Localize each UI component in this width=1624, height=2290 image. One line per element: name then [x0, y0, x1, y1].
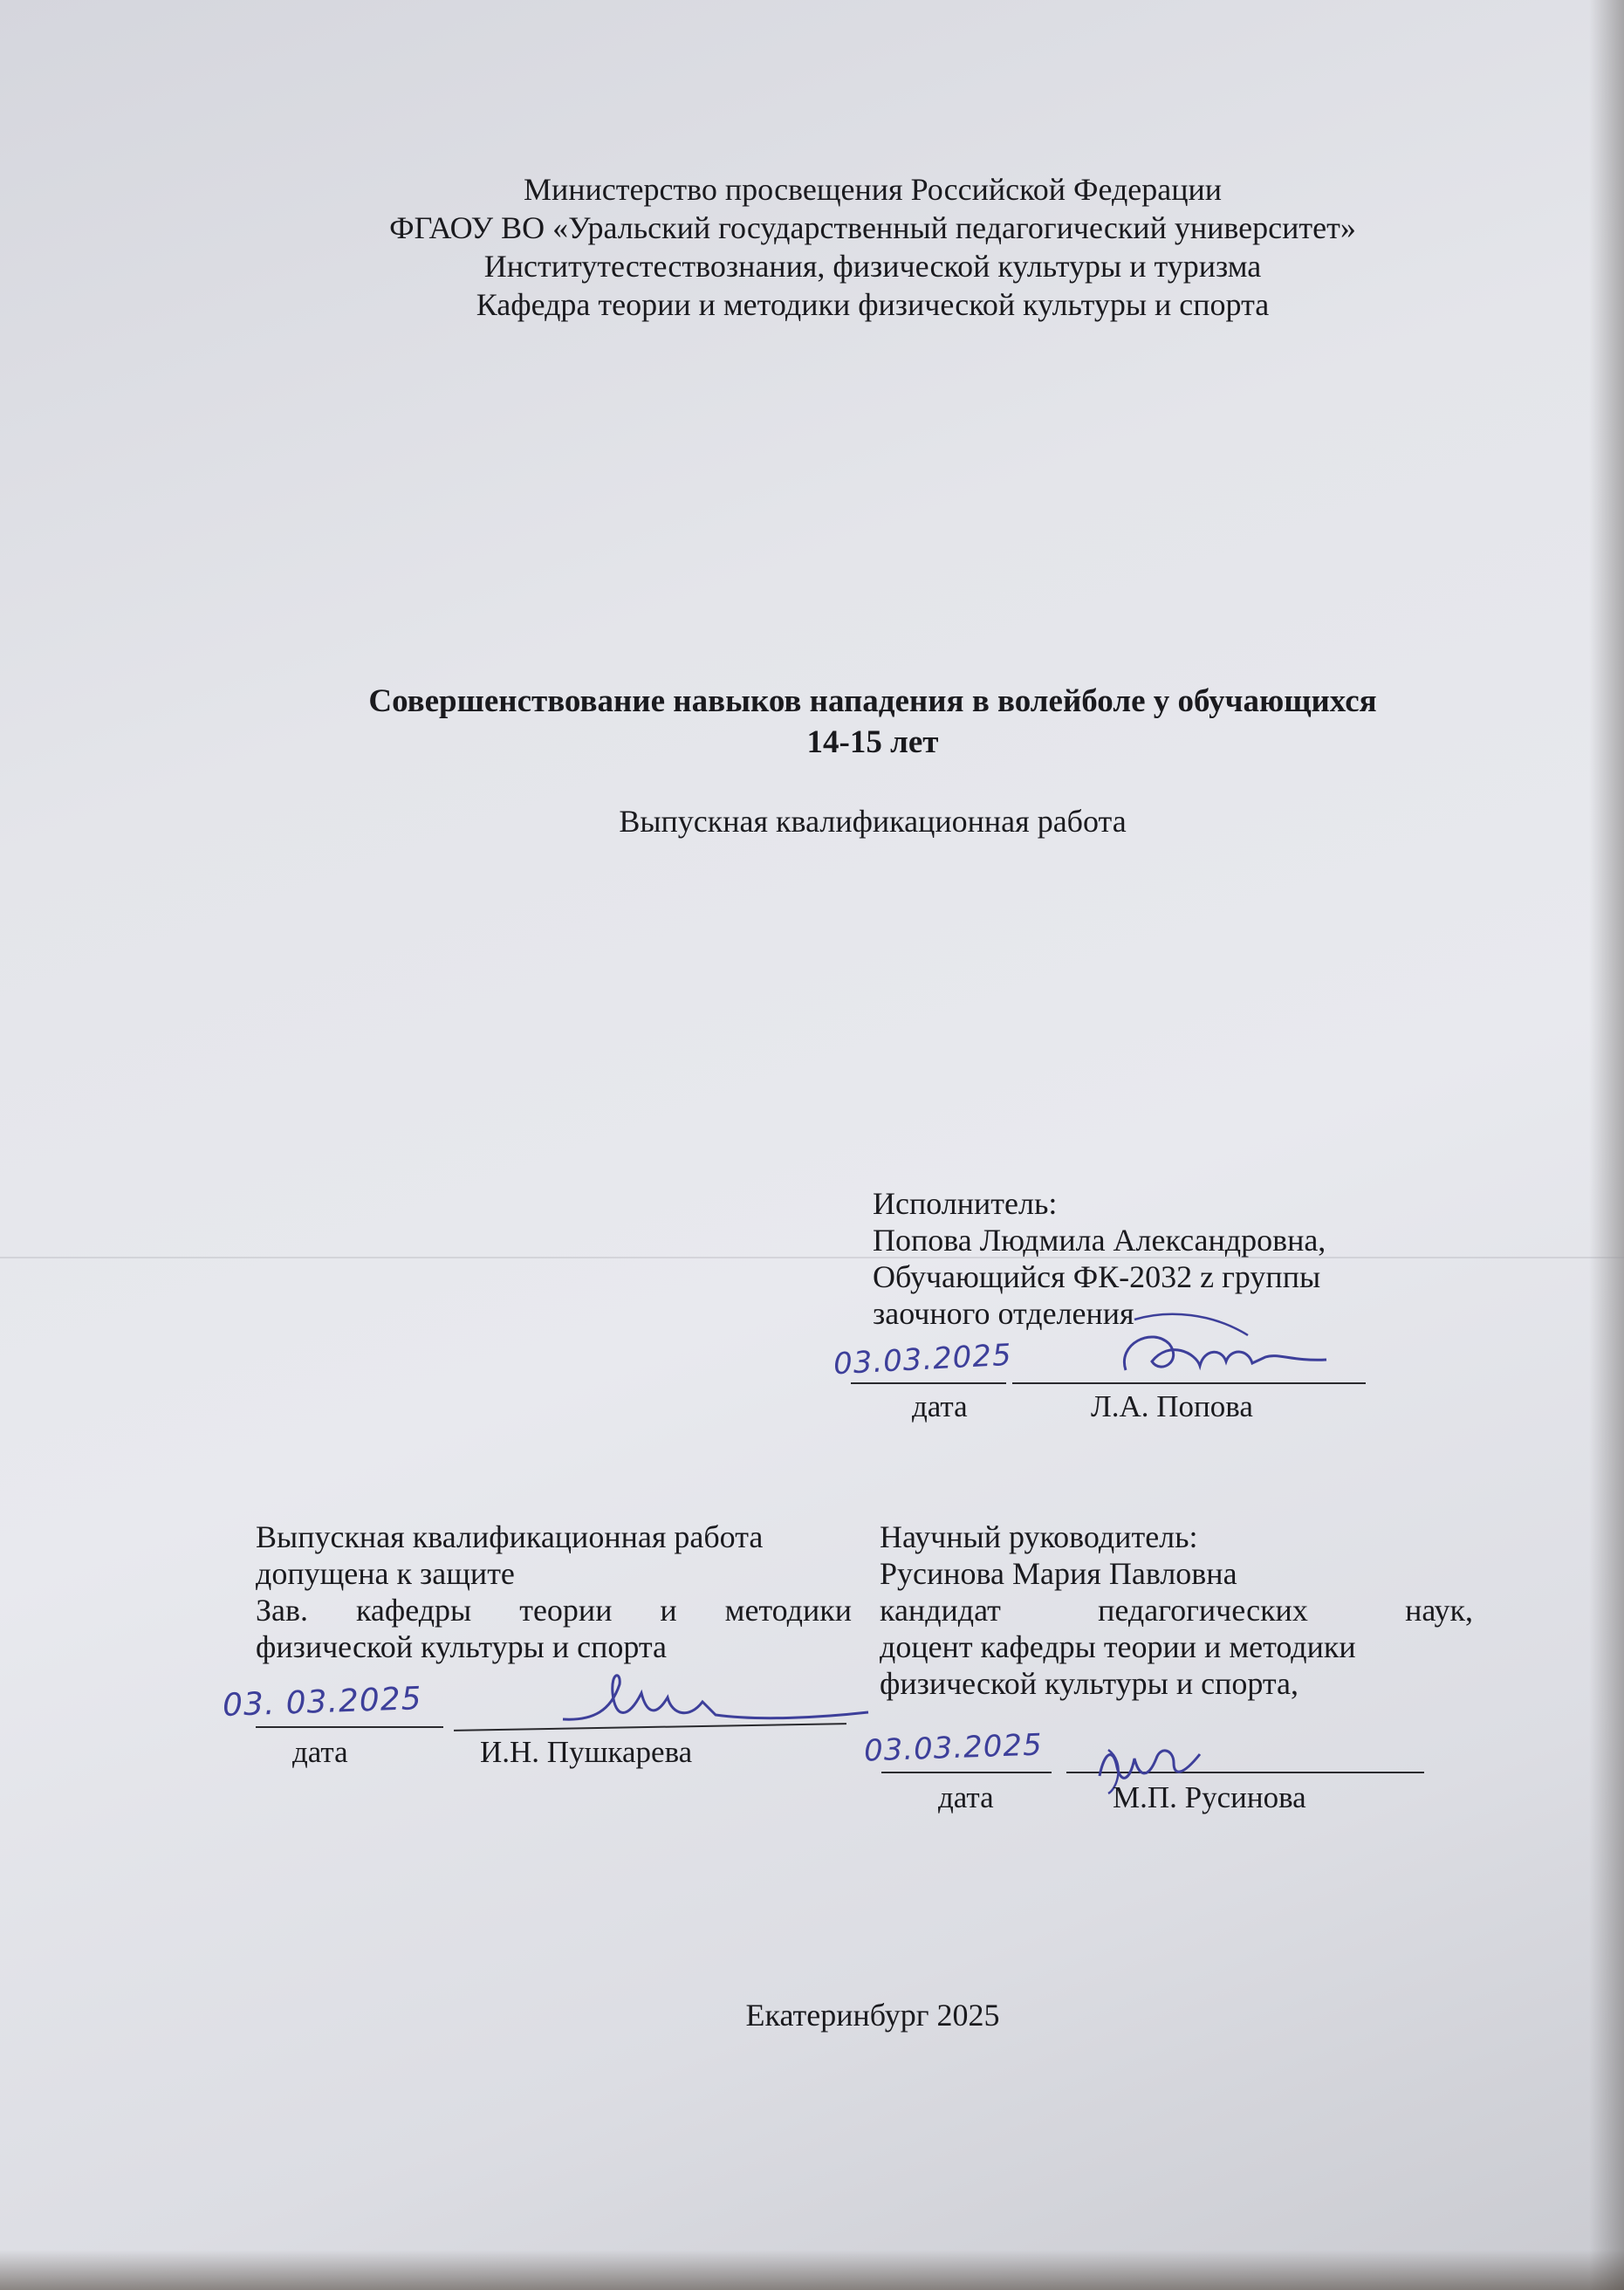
- executor-name: Попова Людмила Александровна,: [873, 1223, 1326, 1258]
- admission-handwritten-date: 03. 03.2025: [222, 1681, 423, 1724]
- supervisor-name: Русинова Мария Павловна: [880, 1556, 1237, 1591]
- university-line: ФГАОУ ВО «Уральский государственный педагогический университет»: [389, 210, 1356, 245]
- admission-block: [256, 1519, 852, 1665]
- executor-signature-name: Л.А. Попова: [1091, 1389, 1253, 1423]
- supervisor-date-caption: дата: [938, 1780, 994, 1814]
- admission-signature: [558, 1658, 873, 1737]
- admission-line-1: Выпускная квалификационная работа: [256, 1519, 764, 1554]
- work-type: Выпускная квалификационная работа: [619, 804, 1127, 839]
- supervisor-degree: кандидат педагогических наук,: [880, 1593, 1473, 1628]
- admission-line-2: допущена к защите: [256, 1556, 515, 1591]
- department-line: Кафедра теории и методики физической культуры и спорта: [476, 287, 1270, 322]
- executor-department: заочного отделения: [873, 1296, 1134, 1331]
- supervisor-role: Научный руководитель:: [880, 1519, 1198, 1554]
- admission-line-3: Зав. кафедры теории и методики: [256, 1593, 852, 1628]
- thesis-title-line-1: Совершенствование навыков нападения в волейболе у обучающихся: [368, 683, 1377, 719]
- supervisor-department: физической культуры и спорта,: [880, 1666, 1299, 1701]
- thesis-title: [262, 681, 1484, 763]
- supervisor-signature-name: М.П. Русинова: [1113, 1780, 1306, 1814]
- admission-signature-name: И.Н. Пушкарева: [480, 1735, 693, 1769]
- city-year: Екатеринбург 2025: [745, 1998, 1000, 2033]
- supervisor-position: доцент кафедры теории и методики: [880, 1629, 1356, 1664]
- title-page-header: [262, 170, 1484, 324]
- executor-date-caption: дата: [912, 1389, 968, 1423]
- executor-role: Исполнитель:: [873, 1186, 1058, 1221]
- supervisor-handwritten-date: 03.03.2025: [863, 1727, 1044, 1769]
- paper-fold: [0, 1257, 1624, 1258]
- ministry-line: Министерство просвещения Российской Федерации: [523, 172, 1223, 207]
- admission-line-4: физической культуры и спорта: [256, 1629, 668, 1664]
- executor-signature: [1117, 1309, 1344, 1388]
- paper-shadow-bottom: [0, 2250, 1624, 2290]
- institute-line: Институтестествознания, физической культуры и туризма: [483, 249, 1262, 284]
- admission-date-caption: дата: [292, 1735, 348, 1769]
- executor-date-line: [851, 1382, 1006, 1384]
- paper-shadow-right: [1589, 0, 1624, 2290]
- thesis-title-line-2: 14-15 лет: [806, 724, 939, 760]
- executor-group: Обучающийся ФК-2032 z группы: [873, 1259, 1321, 1294]
- supervisor-block: [880, 1519, 1473, 1702]
- supervisor-date-line: [881, 1772, 1052, 1773]
- executor-handwritten-date: 03.03.2025: [833, 1337, 1013, 1382]
- admission-date-line: [256, 1726, 443, 1728]
